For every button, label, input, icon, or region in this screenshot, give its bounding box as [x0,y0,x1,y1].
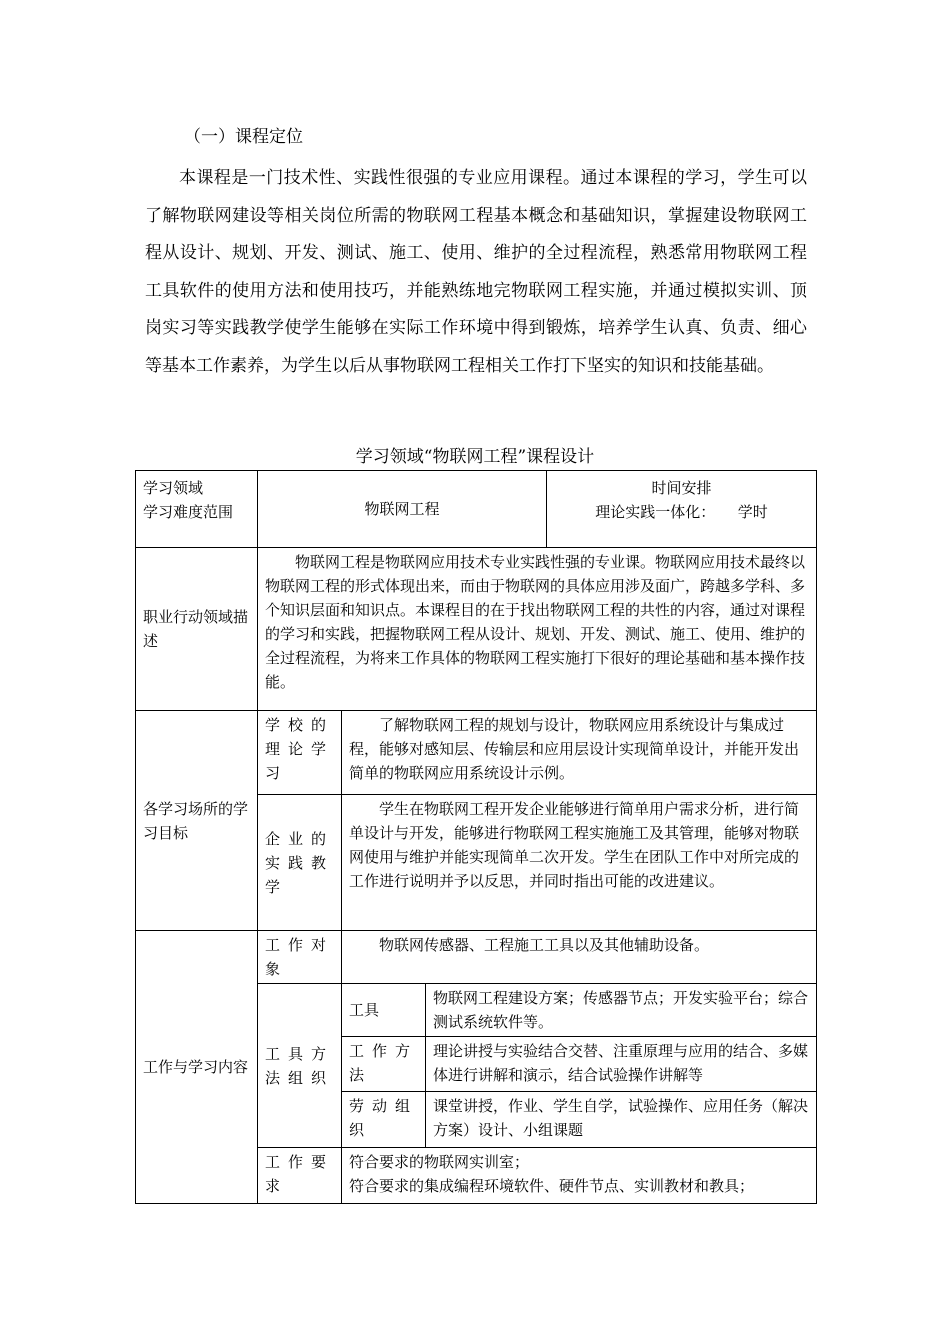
goal-school-row [136,711,817,795]
school-theory-text [342,711,817,795]
tools-label: 工具 [342,984,426,1037]
enterprise-practice-text [342,795,817,931]
work-object-content: 物联网传感器、工程施工工具以及其他辅助设备。 [379,936,710,954]
time-arrangement-cell [547,471,817,548]
table-caption: 学习领域“物联网工程”课程设计 [355,447,595,467]
career-desc-content: 物联网工程是物联网应用技术专业实践性强的专业课。物联网应用技术最终以物联网工程的形式体现出来，而由于物联网的具体应用涉及面广，跨越多学科、多个知识层面和知识点。本课程目的在于找出物联网工程的共性的内容，通过对课程的学习和实践，把握物联网工程从设计、规划、开发、测试、施工、使用、维护的全过程流程，为将来工作具体的物联网工程实施打下很好的理论基础和基本操作技能。 [265,553,806,691]
requirements-label: 工作要求 [258,1148,342,1204]
difficulty-range-label: 学习难度范围 [143,503,234,521]
work-object-label: 工作对象 [258,931,342,984]
school-theory-content: 了解物联网工程的规划与设计，物联网应用系统设计与集成过程，能够对感知层、传输层和应用层设计实现简单设计，并能开发出简单的物联网应用系统设计示例。 [349,716,800,782]
work-content-label: 工作与学习内容 [136,931,258,1204]
tools-text: 物联网工程建设方案；传感器节点；开发实验平台；综合测试系统软件等。 [426,984,817,1037]
labor-text: 课堂讲授，作业、学生自学，试验操作、应用任务（解决方案）设计、小组课题 [426,1092,817,1148]
enterprise-practice-content: 学生在物联网工程开发企业能够进行简单用户需求分析，进行简单设计与开发，能够进行物联网工程实施施工及其管理，能够对物联网使用与维护并能实现简单二次开发。学生在团队工作中对所完成的工作进行说明并予以反思，并同时指出可能的改进建议。 [349,800,800,890]
career-desc-text [258,548,817,711]
header-label-cell [136,471,258,548]
career-desc-label: 职业行动领域描述 [136,548,258,711]
labor-label: 劳动组织 [342,1092,426,1148]
course-design-table [135,470,817,1204]
learning-field-label: 学习领域 [143,479,204,497]
section-heading: （一）课程定位 [184,127,303,147]
requirement-item: 符合要求的物联网实训室； [349,1153,530,1171]
intro-paragraph: 本课程是一门技术性、实践性很强的专业应用课程。通过本课程的学习，学生可以了解物联网建设等相关岗位所需的物联网工程基本概念和基础知识，掌握建设物联网工程从设计、规划、开发、测试、施工、使用、维护的全过程流程，熟悉常用物联网工程工具软件的使用方法和使用技巧，并能熟练地完物联网工程实施，并通过模拟实训、顶岗实习等实践教学使学生能够在实际工作环境中得到锻炼，培养学生认真、负责、细心等基本工作素养，为学生以后从事物联网工程相关工作打下坚实的知识和技能基础。 [145,168,807,376]
requirements-text [342,1148,817,1204]
requirement-item: 符合要求的集成编程环境软件、硬件节点、实训教材和教具； [349,1177,755,1195]
method-text: 理论讲授与实验结合交替、注重原理与应用的结合、多媒体进行讲解和演示，结合试验操作讲解等 [426,1037,817,1092]
tools-group-label: 工具方法组织 [258,984,342,1148]
integrated-hours: 理论实践一体化： 学时 [595,503,768,521]
method-label: 工作方法 [342,1037,426,1092]
course-name-cell [258,471,547,548]
course-name: 物联网工程 [364,500,440,518]
time-arrangement-label: 时间安排 [651,479,712,497]
work-object-text [342,931,817,984]
header-row [136,471,817,548]
school-theory-label: 学校的理论学习 [258,711,342,795]
career-desc-row [136,548,817,711]
enterprise-practice-label: 企业的实践教学 [258,795,342,931]
goals-label: 各学习场所的学习目标 [136,711,258,931]
work-object-row [136,931,817,984]
